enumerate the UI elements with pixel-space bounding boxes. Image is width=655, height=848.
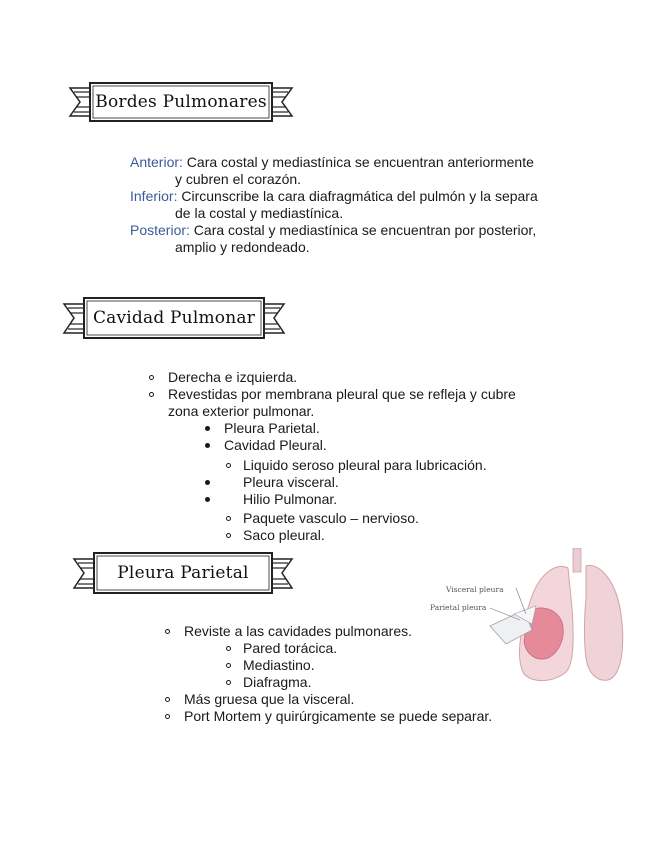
item-text: Circunscribe la cara diafragmática del pulmón y la separa (177, 188, 538, 204)
banner-pleura-parietal (72, 550, 294, 596)
item-label: Inferior: (130, 188, 178, 204)
bullet-dot (205, 497, 210, 502)
item-label: Anterior: (130, 154, 183, 170)
bullet-circle (165, 697, 170, 702)
lung-pleura-illustration (428, 548, 628, 688)
parietal-item-mediastino: Mediastino. (243, 657, 315, 673)
bullet-circle (226, 680, 231, 685)
cavidad-item-revestidas-cont: zona exterior pulmonar. (168, 403, 315, 419)
parietal-item-gruesa: Más gruesa que la visceral. (184, 691, 355, 707)
label-leader (516, 588, 526, 614)
label-visceral-pleura: Visceral pleura (446, 585, 504, 594)
bullet-circle (226, 646, 231, 651)
bullet-circle (226, 516, 231, 521)
parietal-item-port-mortem: Port Mortem y quirúrgicamente se puede separar. (184, 708, 493, 724)
bullet-circle (226, 663, 231, 668)
bullet-circle (165, 714, 170, 719)
bordes-item-posterior (130, 222, 536, 239)
section-title: Cavidad Pulmonar (92, 308, 256, 328)
parietal-item-pared: Pared torácica. (243, 640, 338, 656)
bordes-item-inferior-cont: de la costal y mediastínica. (175, 205, 344, 221)
parietal-item-diafragma: Diafragma. (243, 674, 312, 690)
bullet-circle (149, 392, 154, 397)
cavidad-item-saco: Saco pleural. (243, 527, 325, 543)
cavidad-item-derecha: Derecha e izquierda. (168, 369, 298, 385)
cavidad-item-cavidad-pleural: Cavidad Pleural. (224, 437, 327, 453)
cavidad-item-paquete: Paquete vasculo – nervioso. (243, 510, 419, 526)
left-lung (585, 565, 623, 680)
label-parietal-pleura: Parietal pleura (430, 603, 487, 612)
section-title: Bordes Pulmonares (95, 92, 267, 112)
bullet-circle (226, 533, 231, 538)
banner-bordes-pulmonares (68, 80, 294, 124)
bullet-circle (149, 375, 154, 380)
item-text: Cara costal y mediastínica se encuentran anteriormente (182, 154, 534, 170)
bordes-item-posterior-cont: amplio y redondeado. (175, 239, 310, 255)
bordes-item-anterior-cont: y cubren el corazón. (175, 171, 302, 187)
cavidad-item-liquido: Liquido seroso pleural para lubricación. (243, 457, 487, 473)
banner-cavidad-pulmonar (62, 295, 286, 341)
bullet-dot (205, 480, 210, 485)
parietal-item-reviste: Reviste a las cavidades pulmonares. (184, 623, 413, 639)
bordes-item-anterior (130, 154, 534, 171)
cavidad-item-pleura-visceral: Pleura visceral. (243, 474, 339, 490)
bullet-circle (165, 629, 170, 634)
bordes-item-inferior (130, 188, 538, 205)
bullet-circle (226, 463, 231, 468)
item-label: Posterior: (130, 222, 190, 238)
cavidad-item-hilio: Hilio Pulmonar. (243, 491, 338, 507)
section-title: Pleura Parietal (117, 563, 249, 583)
trachea (573, 548, 581, 572)
cavidad-item-revestidas: Revestidas por membrana pleural que se refleja y cubre (168, 386, 516, 402)
item-text: Cara costal y mediastínica se encuentran por posterior, (189, 222, 537, 238)
bullet-dot (205, 426, 210, 431)
cavidad-item-pleura-parietal: Pleura Parietal. (224, 420, 320, 436)
bullet-dot (205, 443, 210, 448)
